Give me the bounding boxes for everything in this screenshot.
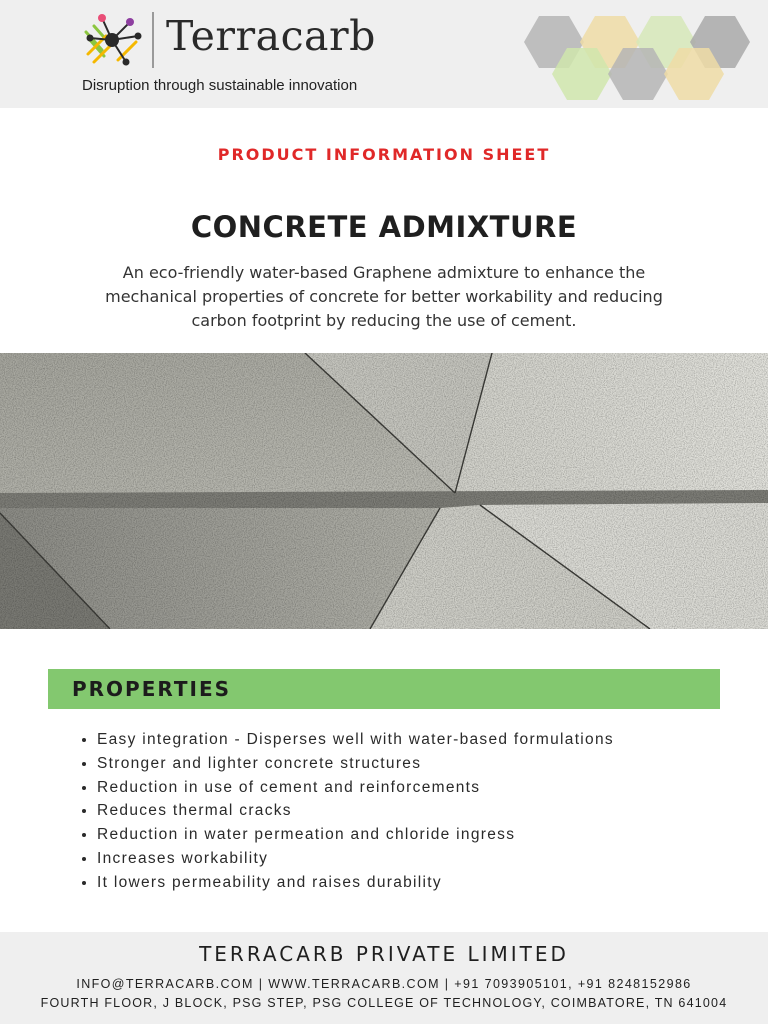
terracarb-logo-icon <box>80 10 146 70</box>
product-description: An eco-friendly water-based Graphene admixture to enhance the mechanical properties of concrete for better workability and reducing carbon footprint by reducing the use of cement. <box>105 263 663 330</box>
properties-list <box>76 728 737 895</box>
list-item: • It lowers permeability and raises durability <box>97 871 737 895</box>
properties-header-bar <box>48 669 720 709</box>
contact-info: INFO@TERRACARB.COM | WWW.TERRACARB.COM | +91 7093905101, +91 8248152986 <box>76 977 692 991</box>
page-footer <box>0 932 768 1024</box>
hexagon-pattern <box>520 8 760 108</box>
properties-heading: PROPERTIES <box>72 677 232 701</box>
list-item: • Stronger and lighter concrete structures <box>97 752 737 776</box>
list-item: • Easy integration - Disperses well with water-based formulations <box>97 728 737 752</box>
list-item: • Reduction in use of cement and reinforcements <box>97 776 737 800</box>
company-address: FOURTH FLOOR, J BLOCK, PSG STEP, PSG COLLEGE OF TECHNOLOGY, COIMBATORE, TN 641004 <box>40 996 728 1010</box>
list-item: • Increases workability <box>97 847 737 871</box>
brand-name: Terracarb <box>166 12 376 60</box>
list-item: • Reduction in water permeation and chloride ingress <box>97 823 737 847</box>
sheet-label: PRODUCT INFORMATION SHEET <box>217 145 551 164</box>
company-name: TERRACARB PRIVATE LIMITED <box>199 942 569 966</box>
concrete-photo <box>0 353 768 629</box>
brand-tagline: Disruption through sustainable innovation <box>82 77 358 94</box>
page-header <box>0 0 768 108</box>
page-title: CONCRETE ADMIXTURE <box>190 210 578 244</box>
logo-divider <box>152 12 154 68</box>
list-item: • Reduces thermal cracks <box>97 799 737 823</box>
